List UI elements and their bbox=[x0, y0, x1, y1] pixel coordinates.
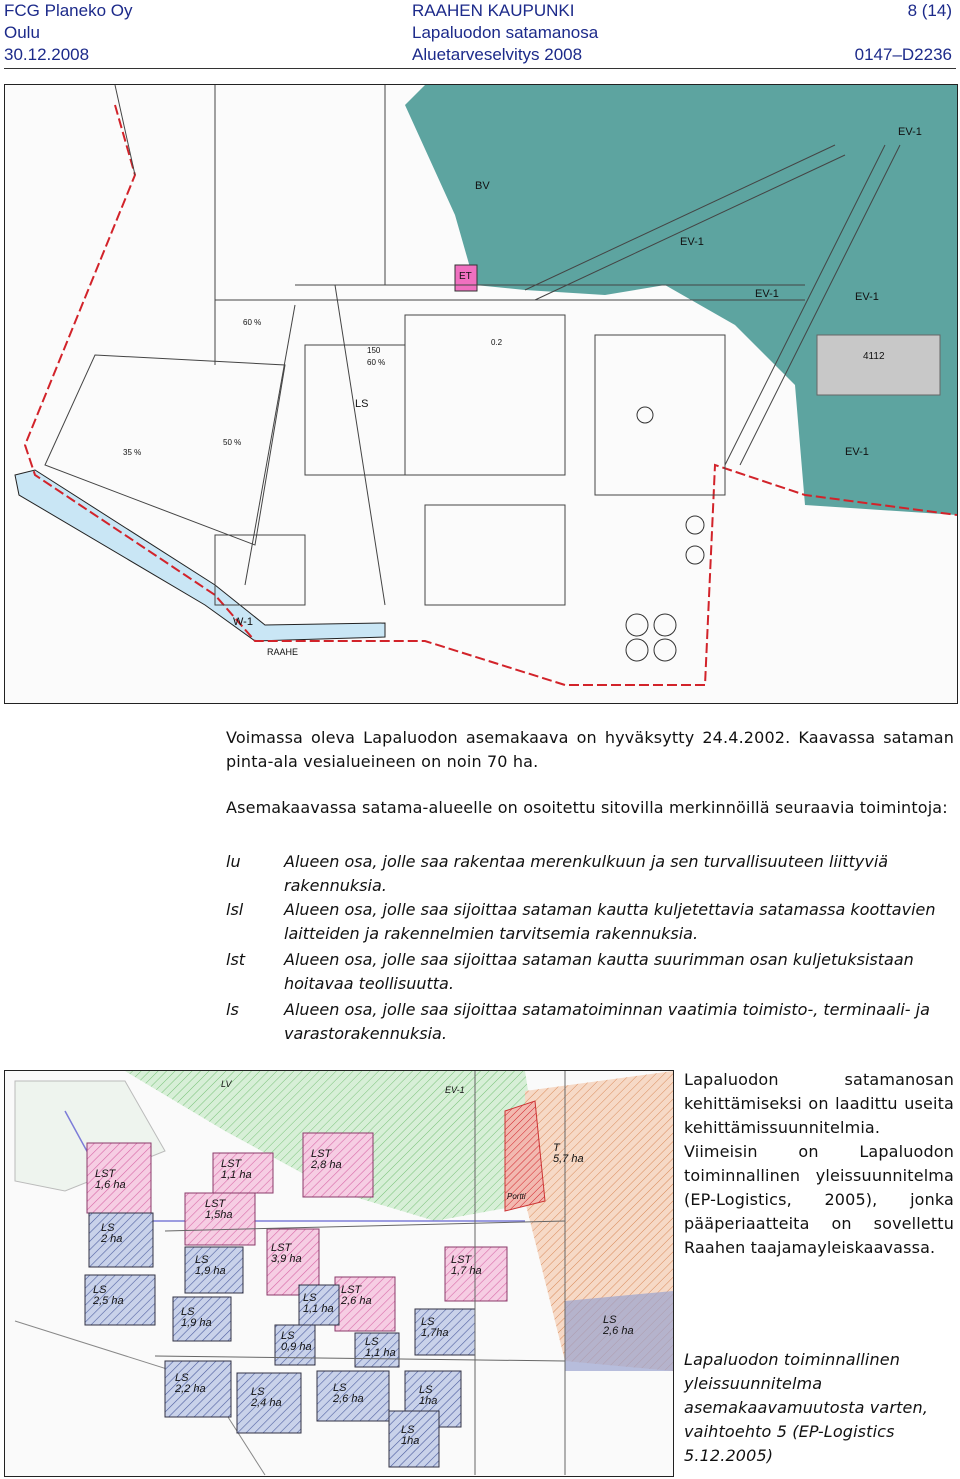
definitions-intro: Asemakaavassa satama-alueelle on osoitettu sitovilla merkinnöillä seuraavia toimintoja: bbox=[226, 798, 948, 817]
area-label: LS 1ha bbox=[401, 1424, 420, 1447]
area-label: LS 1,9 ha bbox=[181, 1306, 212, 1329]
area-label: LST 2,6 ha bbox=[341, 1284, 372, 1307]
definition-lu bbox=[226, 850, 956, 898]
definition-lst bbox=[226, 948, 956, 996]
area-label: LST 2,8 ha bbox=[311, 1148, 342, 1171]
label-4112: 4112 bbox=[863, 351, 885, 362]
functional-plan-map bbox=[4, 1070, 674, 1477]
side-paragraph: Lapaluodon satamanosan kehittämiseksi on laadittu useita kehittämissuunnitelmia. Viimeisin on Lapaluodon toiminnallinen yleissuunnitelma (EP-Logistics, 2005), jonka pääperiaatteita on sovellettu Raahen taajamayleiskaavassa. bbox=[684, 1070, 954, 1257]
label-w1: W-1 bbox=[233, 616, 253, 628]
definition-term: ls bbox=[226, 1000, 239, 1019]
current-zoning-plan-map bbox=[4, 84, 958, 704]
area-label: LS 2,6 ha bbox=[603, 1314, 634, 1337]
label-50: 50 % bbox=[223, 438, 242, 447]
header-client: RAAHEN KAUPUNKI bbox=[412, 1, 575, 20]
label-ev1-c: EV-1 bbox=[755, 288, 779, 300]
area-label: LS 1,7ha bbox=[421, 1316, 449, 1339]
label-bv: BV bbox=[475, 180, 490, 192]
area-label: LST 3,9 ha bbox=[271, 1242, 302, 1265]
header-rule bbox=[4, 68, 956, 69]
definition-term: lu bbox=[226, 852, 241, 871]
label-portti: Portti bbox=[507, 1192, 526, 1201]
definition-desc: Alueen osa, jolle saa sijoittaa satamatoiminnan vaatimia toimisto-, terminaali- ja varastorakennuksia. bbox=[284, 1000, 930, 1043]
label-raahe: RAAHE bbox=[267, 647, 299, 657]
label-ls: LS bbox=[355, 398, 369, 410]
area-label: LS 2 ha bbox=[101, 1222, 123, 1245]
label-150: 150 bbox=[367, 346, 381, 355]
area-label: LS 1,1 ha bbox=[365, 1336, 396, 1359]
area-label: LST 1,1 ha bbox=[221, 1158, 252, 1181]
label-35: 35 % bbox=[123, 448, 142, 457]
header-project: Lapaluodon satamanosa bbox=[412, 23, 599, 42]
area-label: LST 1,6 ha bbox=[95, 1168, 126, 1191]
label-ev1-a: EV-1 bbox=[898, 126, 922, 138]
label-ev1-e: EV-1 bbox=[845, 446, 869, 458]
definition-desc: Alueen osa, jolle saa sijoittaa sataman kautta kuljetettavia satamassa koottavien laitteiden ja rakennelmien tarvitsemia rakennuksia. bbox=[284, 900, 936, 943]
definition-desc: Alueen osa, jolle saa rakentaa merenkulkuun ja sen turvallisuuteen liittyviä rakennuksia. bbox=[284, 852, 889, 895]
area-label: T 5,7 ha bbox=[553, 1142, 584, 1165]
zoning-plan-drawing bbox=[5, 85, 957, 703]
definition-lsl bbox=[226, 898, 956, 946]
area-label: LS 1ha bbox=[419, 1384, 438, 1407]
label-60a: 60 % bbox=[367, 358, 386, 367]
area-label: LS 2,5 ha bbox=[93, 1284, 124, 1307]
functional-plan-drawing bbox=[5, 1071, 673, 1476]
area-label: LST 1,7 ha bbox=[451, 1254, 482, 1277]
definition-desc: Alueen osa, jolle saa sijoittaa sataman kautta suurimman osan kuljetuksistaan hoitavaa teollisuutta. bbox=[284, 950, 914, 993]
label-lv: LV bbox=[221, 1079, 232, 1089]
area-label: LS 2,4 ha bbox=[251, 1386, 282, 1409]
label-ev1: EV-1 bbox=[445, 1085, 465, 1095]
map2-caption: Lapaluodon toiminnallinen yleissuunnitelma asemakaavamuutosta varten, vaihtoehto 5 (EP-Logistics 5.12.2005) bbox=[684, 1350, 929, 1465]
label-60b: 60 % bbox=[243, 318, 262, 327]
label-ev1-b: EV-1 bbox=[680, 236, 704, 248]
label-02: 0.2 bbox=[491, 338, 503, 347]
header-code: 0147–D2236 bbox=[854, 45, 952, 64]
header-date: 30.12.2008 bbox=[4, 45, 90, 64]
definition-term: lst bbox=[226, 950, 246, 969]
definition-term: lsl bbox=[226, 900, 244, 919]
area-label: LS 2,6 ha bbox=[333, 1382, 364, 1405]
area-label: LS 1,9 ha bbox=[195, 1254, 226, 1277]
label-et: ET bbox=[459, 271, 472, 282]
header-company: FCG Planeko Oy bbox=[4, 1, 133, 20]
area-label: LS 2,2 ha bbox=[175, 1372, 206, 1395]
area-label: LST 1,5ha bbox=[205, 1198, 233, 1221]
map1-caption: Voimassa oleva Lapaluodon asemakaava on hyväksytty 24.4.2002. Kaavassa sataman pinta-ala vesialueineen on noin 70 ha. bbox=[226, 728, 954, 771]
label-ev1-d: EV-1 bbox=[855, 291, 879, 303]
header-city: Oulu bbox=[4, 23, 40, 42]
header-page: 8 (14) bbox=[907, 1, 952, 20]
definition-ls bbox=[226, 998, 956, 1046]
area-label: LS 0,9 ha bbox=[281, 1330, 312, 1353]
area-label: LS 1,1 ha bbox=[303, 1292, 334, 1315]
header-report: Aluetarveselvitys 2008 bbox=[412, 45, 583, 64]
